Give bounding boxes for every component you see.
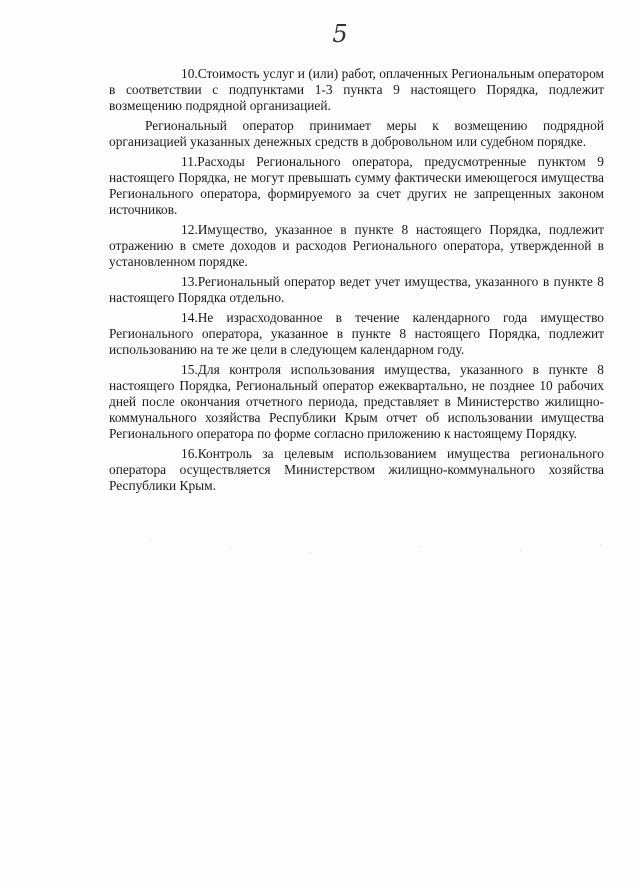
page-number: 5 <box>332 20 348 48</box>
paragraph-text: Стоимость услуг и (или) работ, оплаченных Региональным оператором в соответствии с подпунктами 1-3 пункта 9 настоящего Порядка, подлежит возмещению подрядной организацией. <box>109 66 604 113</box>
paragraph-text: Региональный оператор принимает меры к возмещению подрядной организацией указанных денежных средств в добровольном или судебном порядке. <box>109 118 604 149</box>
scan-speck <box>420 546 421 547</box>
document-body <box>109 66 604 498</box>
paragraph-number: 15. <box>181 362 198 377</box>
paragraph-number: 13. <box>181 274 198 289</box>
paragraph-text: Расходы Регионального оператора, предусмотренные пунктом 9 настоящего Порядка, не могут превышать сумму фактически имеющегося имущества Регионального оператора, формируемого за счет других не запрещенных законом источников. <box>109 154 604 217</box>
paragraph-number: 11. <box>181 154 198 169</box>
paragraph-12 <box>109 222 604 270</box>
scan-speck <box>150 540 151 541</box>
paragraph-number: 10. <box>181 66 198 81</box>
paragraph-11 <box>109 154 604 218</box>
scan-speck <box>520 550 521 551</box>
paragraph-text: Имущество, указанное в пункте 8 настоящего Порядка, подлежит отражению в смете доходов и расходов Регионального оператора, утвержденной в установленном порядке. <box>109 222 604 269</box>
scan-speck <box>310 552 311 553</box>
scan-speck <box>600 544 601 545</box>
paragraph-text: Контроль за целевым использованием имущества регионального оператора осуществляется Министерством жилищно-коммунального хозяйства Республики Крым. <box>109 446 604 493</box>
scan-speck <box>230 548 231 549</box>
paragraph-text: Региональный оператор ведет учет имущества, указанного в пункте 8 настоящего Порядка отдельно. <box>109 274 604 305</box>
paragraph-14 <box>109 310 604 358</box>
paragraph-number: 14. <box>181 310 198 325</box>
paragraph-10-continued <box>109 118 604 150</box>
paragraph-number: 16. <box>181 446 198 461</box>
paragraph-10 <box>109 66 604 114</box>
paragraph-13 <box>109 274 604 306</box>
paragraph-text: Для контроля использования имущества, указанного в пункте 8 настоящего Порядка, Региональный оператор ежеквартально, не позднее 10 рабочих дней после окончания отчетного периода, представляет в Министерство жилищно-коммунального хозяйства Республики Крым отчет об использовании имущества Регионального оператора по форме согласно приложению к настоящему Порядку. <box>109 362 604 441</box>
paragraph-15 <box>109 362 604 442</box>
paragraph-text: Не израсходованное в течение календарного года имущество Регионального оператора, указанное в пункте 8 настоящего Порядка, подлежит использованию на те же цели в следующем календарном году. <box>109 310 604 357</box>
paragraph-16 <box>109 446 604 494</box>
paragraph-number: 12. <box>181 222 198 237</box>
